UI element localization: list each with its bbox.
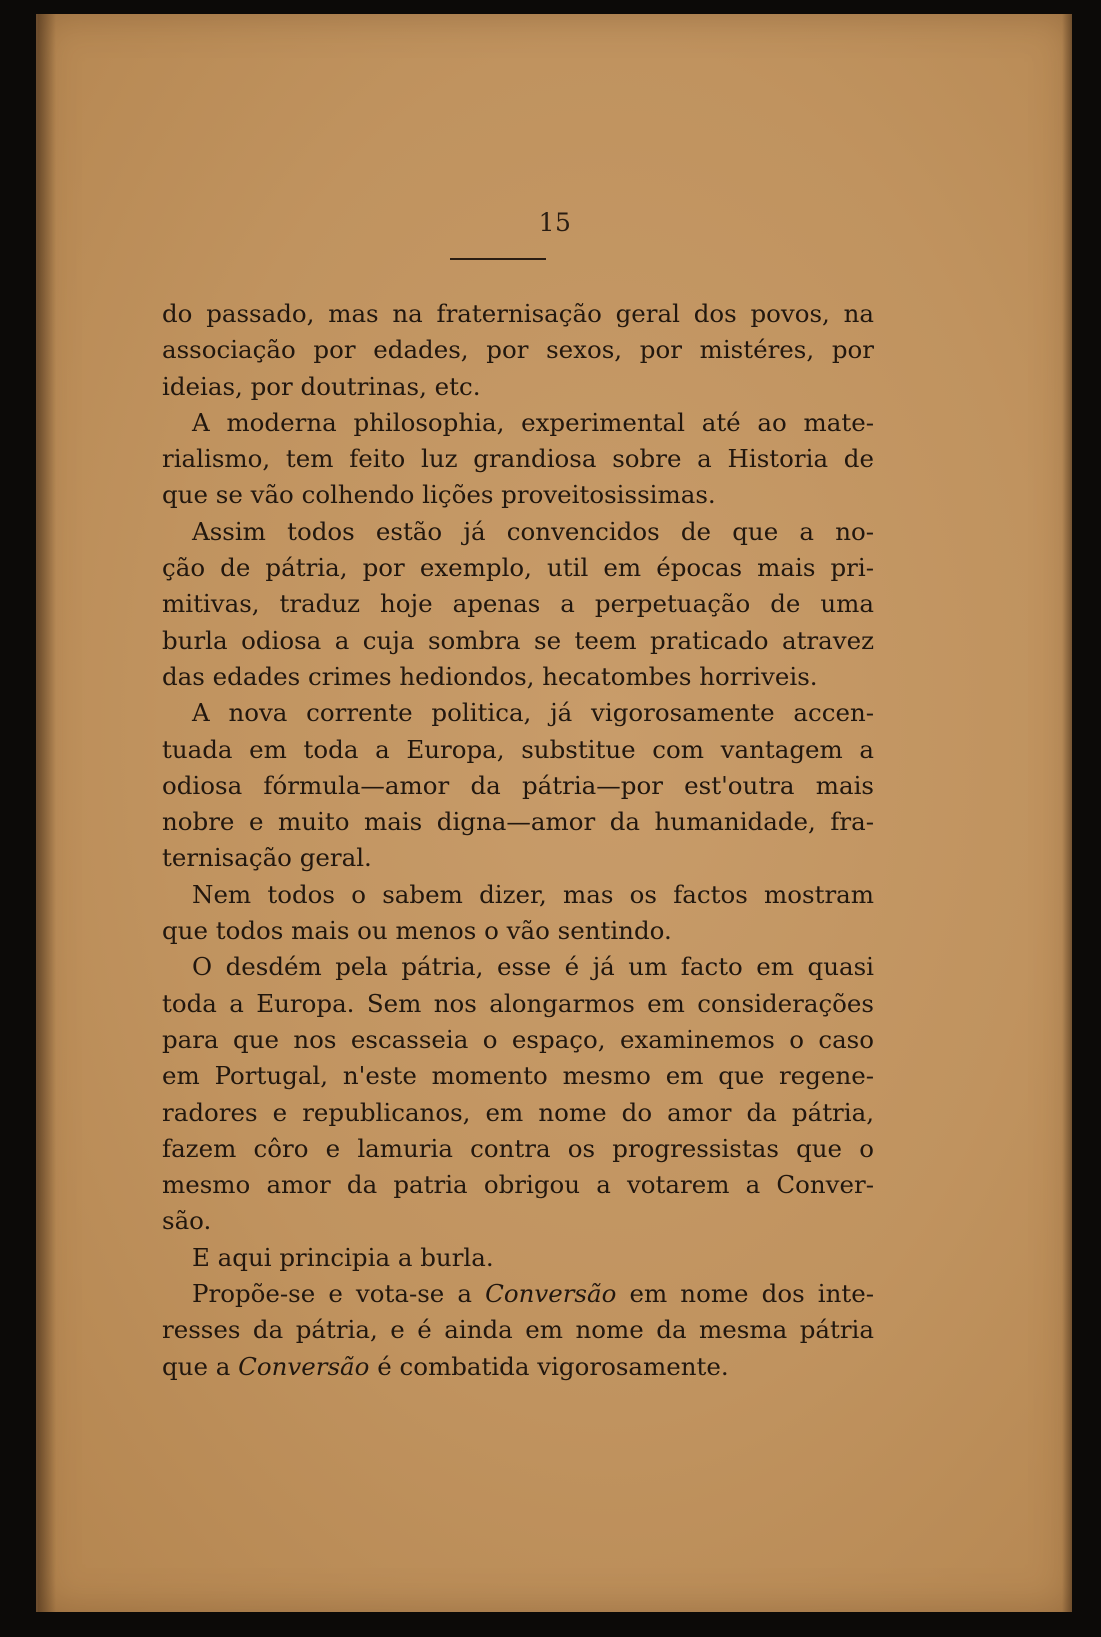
text-line: que todos mais ou menos o vão sentindo. bbox=[162, 916, 672, 946]
text-line: ideias, por doutrinas, etc. bbox=[162, 371, 481, 401]
binding-shadow bbox=[38, 14, 56, 1612]
text-line: são. bbox=[162, 1206, 212, 1236]
text-line: A moderna philosophia, experimental até ao mate- bbox=[192, 407, 874, 437]
text-line: odiosa fórmula—amor da pátria—por est'outra mais bbox=[162, 770, 874, 800]
text-line: mesmo amor da patria obrigou a votarem a Conver- bbox=[162, 1170, 874, 1200]
text-line: mitivas, traduz hoje apenas a perpetuação de uma bbox=[162, 589, 874, 619]
page-edge-shadow bbox=[1062, 14, 1072, 1612]
text-line: associação por edades, por sexos, por mistéres, por bbox=[162, 335, 874, 365]
text-segment: Propõe-se e vota-se a bbox=[192, 1279, 473, 1309]
text-line: Nem todos o sabem dizer, mas os factos mostram bbox=[192, 879, 874, 909]
text-segment: que a bbox=[162, 1351, 231, 1381]
text-line-with-italic bbox=[162, 1276, 874, 1312]
text-line: tuada em toda a Europa, substitue com vantagem a bbox=[162, 734, 874, 764]
text-segment: em nome dos inte- bbox=[629, 1279, 874, 1309]
text-line: nobre e muito mais digna—amor da humanidade, fra- bbox=[162, 807, 874, 837]
text-line-with-italic bbox=[162, 1349, 874, 1385]
text-line: ternisação geral. bbox=[162, 843, 372, 873]
text-line: das edades crimes hediondos, hecatombes horriveis. bbox=[162, 661, 818, 691]
text-line: Assim todos estão já convencidos de que a no- bbox=[192, 516, 874, 546]
page-number: 15 bbox=[538, 208, 572, 237]
page-number-rule bbox=[450, 258, 546, 260]
italic-term: Conversão bbox=[238, 1351, 370, 1381]
text-line: O desdém pela pátria, esse é já um facto em quasi bbox=[192, 952, 874, 982]
text-line: em Portugal, n'este momento mesmo em que regene- bbox=[162, 1061, 874, 1091]
book-page bbox=[36, 14, 1072, 1612]
text-line: fazem côro e lamuria contra os progressistas que o bbox=[162, 1133, 874, 1163]
text-line: que se vão colhendo lições proveitosissimas. bbox=[162, 480, 716, 510]
text-line: toda a Europa. Sem nos alongarmos em considerações bbox=[162, 988, 874, 1018]
text-line: A nova corrente politica, já vigorosamente accen- bbox=[192, 698, 874, 728]
text-line: E aqui principia a burla. bbox=[192, 1242, 494, 1272]
text-line: radores e republicanos, em nome do amor da pátria, bbox=[162, 1097, 874, 1127]
text-line: ção de pátria, por exemplo, util em épocas mais pri- bbox=[162, 553, 874, 583]
italic-term: Conversão bbox=[485, 1279, 617, 1309]
text-line: rialismo, tem feito luz grandiosa sobre a Historia de bbox=[162, 444, 874, 474]
text-line: para que nos escasseia o espaço, examinemos o caso bbox=[162, 1024, 874, 1054]
text-segment: é combatida vigorosamente. bbox=[377, 1351, 729, 1381]
text-line: burla odiosa a cuja sombra se teem praticado atravez bbox=[162, 625, 874, 655]
text-line: do passado, mas na fraternisação geral dos povos, na bbox=[162, 299, 874, 328]
body-text bbox=[162, 296, 874, 1385]
text-line: resses da pátria, e é ainda em nome da mesma pátria bbox=[162, 1315, 874, 1345]
